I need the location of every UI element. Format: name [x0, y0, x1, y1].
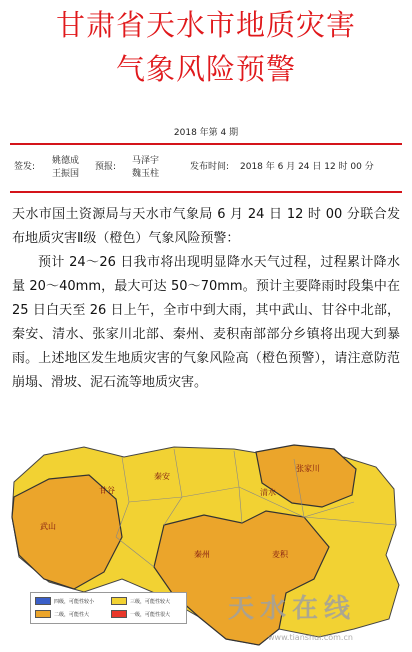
map-legend: [30, 592, 187, 624]
forecaster-label: 预报:: [95, 162, 117, 172]
place-label-qinzhou: 秦州: [194, 550, 210, 559]
place-label-qinan: 秦安: [154, 472, 170, 481]
legend-swatch-level1: [111, 610, 127, 618]
legend-swatch-level2: [35, 610, 51, 618]
legend-item-level1: [111, 610, 170, 618]
publish-label: 发布时间:: [190, 162, 230, 172]
legend-item-level4: [35, 597, 94, 605]
publish-time: 2018 年 6 月 24 日 12 时 00 分: [240, 162, 374, 172]
header-rule-top: [10, 143, 402, 145]
watermark-url: www.tianshui.com.cn: [268, 633, 353, 642]
signer-name-2: 王振国: [52, 169, 80, 179]
document-title-line1: 甘肃省天水市地质灾害: [55, 8, 356, 42]
place-label-maiji: 麦积: [272, 550, 288, 559]
place-label-gangu: 甘谷: [99, 486, 115, 495]
legend-label-level1: 一级，可能性很大: [130, 611, 171, 618]
signer-label: 签发:: [14, 162, 36, 172]
header-rule-bottom: [10, 191, 402, 193]
place-label-zhangjiachuan: 张家川: [296, 464, 320, 473]
legend-label-level3: 三级，可能性较大: [130, 598, 171, 605]
legend-item-level2: [35, 610, 89, 618]
body-paragraph-2: 预计 24～26 日我市将出现明显降水天气过程，过程累计降水量 20～40mm，最大可达 50～70mm。预计主要降雨时段集中在 25 日白天至 26 日上午，全市中到大雨，其中武山、甘谷中北部，秦安、清水、张家川北部、秦州、麦积南部部分乡镇将出现大到暴雨。上述地区发生地质灾害的气象风险高（橙色预警），请注意防范崩塌、滑坡、泥石流等地质灾害。: [12, 255, 400, 390]
legend-swatch-level4: [35, 597, 51, 605]
body-paragraph-1: 天水市国土资源局与天水市气象局 6 月 24 日 12 时 00 分联合发布地质灾害Ⅱ级（橙色）气象风险预警：: [12, 207, 400, 246]
legend-item-level3: [111, 597, 170, 605]
watermark-logo-text: 天水在线: [228, 594, 357, 624]
document-title-line2: 气象风险预警: [115, 52, 296, 86]
legend-swatch-level3: [111, 597, 127, 605]
signer-name-1: 姚德成: [52, 156, 80, 166]
forecaster-name-1: 马泽宇: [132, 156, 160, 166]
document-body: [12, 203, 400, 395]
place-label-wushan: 武山: [40, 522, 56, 531]
place-label-qingshui: 清水: [260, 488, 276, 497]
legend-label-level4: 四级，可能性较小: [54, 598, 95, 605]
forecaster-name-2: 魏玉柱: [132, 169, 160, 179]
issue-number: 2018 年第 4 期: [173, 128, 239, 138]
legend-label-level2: 二级，可能性大: [54, 611, 90, 618]
